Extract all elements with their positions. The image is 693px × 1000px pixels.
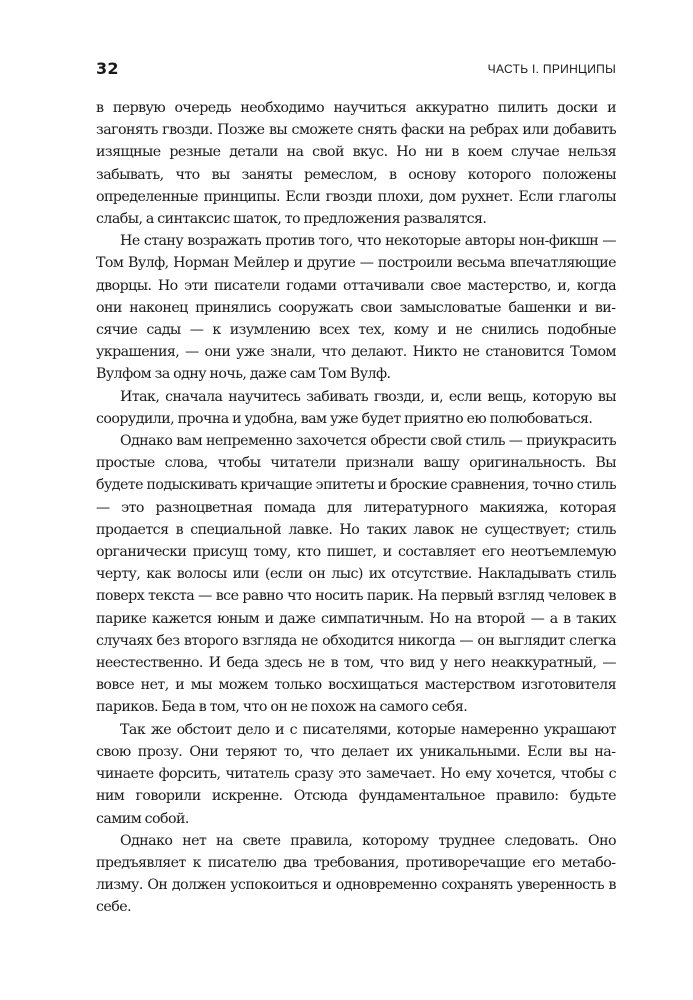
paragraph-6: Однако нет на свете правила, которому труднее следовать. Оно предъявляет к писателю два требования, противоречащие его метаболизму. Он должен успокоиться и одновременно сохранять уверенность в себе. [96, 832, 616, 916]
section-title: ЧАСТЬ I. ПРИНЦИПЫ [487, 62, 616, 76]
running-head [96, 60, 616, 80]
page-number: 32 [96, 59, 119, 78]
paragraph-5: Так же обстоит дело и с писателями, которые намеренно украшают свою прозу. Они теряют то, что делает их уникальными. Если вы начинаете форсить, читатель сразу это замечает. Но ему хочется, чтобы с ним говорили искренне. Отсюда фундаментальное правило: будьте самим собой. [96, 721, 616, 827]
body-text [96, 97, 616, 919]
paragraph-4: Однако вам непременно захочется обрести свой стиль — приукрасить простые слова, чтобы читатели признали вашу оригинальность. Вы будете подыскивать кричащие эпитеты и броские сравнения, точно стиль — это разноцветная помада для литературного макияжа, которая продается в специальной лавке. Но таких лавок не существует; стиль органически присущ тому, кто пишет, и составляет его неотъемлемую черту, как волосы или (если он лыс) их отсутствие. Накладывать стиль поверх текста — все равно что носить парик. На первый взгляд человек в парике кажется юным и даже симпатичным. Но на второй — а в таких случаях без второго взгляда не обходится никогда — он выглядит слегка неестественно. И беда здесь не в том, что вид у него неаккуратный, — вовсе нет, и мы можем только восхищаться мастерством изготовителя париков. Беда в том, что он не похож на самого себя. [96, 433, 616, 716]
paragraph-2: Не стану возражать против того, что некоторые авторы нон-фикшн — Том Вулф, Норман Мейлер и другие — построили весьма впечатляющие дворцы. Но эти писатели годами оттачивали свое мастерство, и, когда они наконец принялись сооружать свои замысловатые башенки и висячие сады — к изумлению всех тех, кому и не снились подобные украшения, — они уже знали, что делают. Никто не становится Томом Вулфом за одну ночь, даже сам Том Вулф. [96, 233, 616, 383]
paragraph-3: Итак, сначала научитесь забивать гвозди, и, если вещь, которую вы соорудили, прочна и удобна, вам уже будет приятно ею полюбоваться. [96, 388, 616, 427]
paragraph-1: в первую очередь необходимо научиться аккуратно пилить доски и загонять гвозди. Позже вы сможете снять фаски на ребрах или добавить изящные резные детали на свой вкус. Но ни в коем случае нельзя забывать, что вы заняты ремеслом, в основу которого положены определенные принципы. Если гвозди плохи, дом рухнет. Если глаголы слабы, а синтаксис шаток, то предложения развалятся. [96, 100, 616, 228]
